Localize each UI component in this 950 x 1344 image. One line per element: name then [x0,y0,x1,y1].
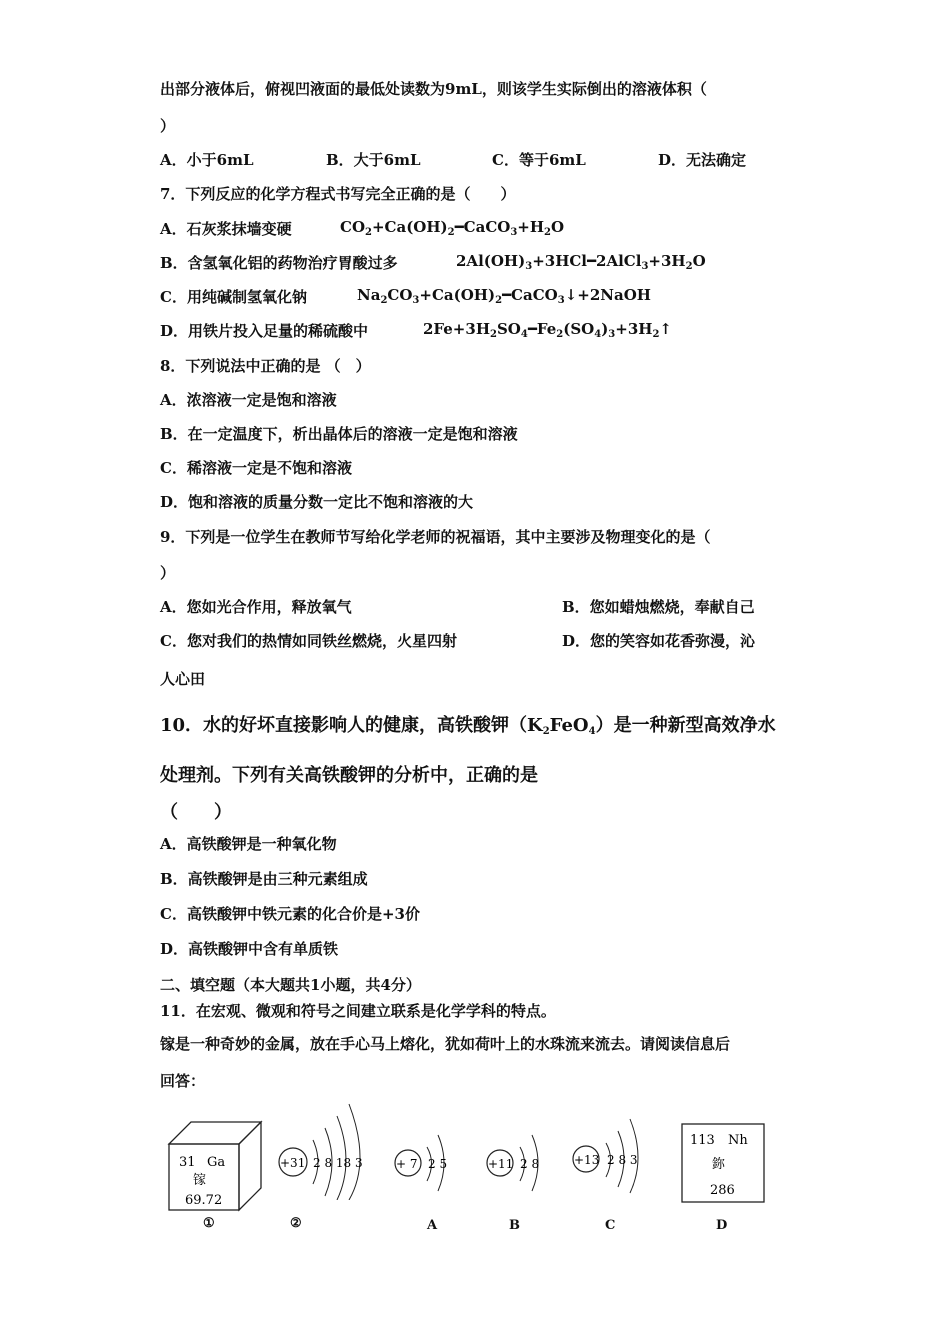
svg-text:2 8: 2 8 [520,1157,540,1171]
aluminum-atom-structure [570,1115,650,1195]
q8-stem: 8．下列说法中正确的是 （ ） [160,357,371,375]
q9-line2: ） [160,564,176,582]
svg-text:+31: +31 [280,1156,306,1170]
q7-option-c[interactable]: C．用纯碱制氢氧化钠 [160,288,307,306]
svg-text:2 8 3: 2 8 3 [607,1153,638,1167]
figure-label-b: B [509,1218,520,1233]
sodium-atom-structure [484,1125,549,1195]
nh-symbol: Nh [728,1133,748,1148]
q7-equation-c: $Na_2CO_3+Ca(OH)_2━CaCO_3↓+2NaOH$ [357,286,651,306]
nh-atomic-number: 113 [690,1133,715,1148]
figure-label-2: ② [290,1216,302,1231]
gallium-element-cube [165,1118,265,1214]
nh-name: 鉨 [712,1157,726,1172]
figure-label-a: A [427,1218,438,1233]
q7-equation-a: $CO_2+Ca(OH)_2━CaCO_3+H_2O$ [340,218,565,238]
q9-option-d-continued: 人心田 [160,670,206,688]
figure-label-1: ① [203,1216,215,1231]
svg-text:+13: +13 [574,1153,600,1167]
q11-stem: 11．在宏观、微观和符号之间建立联系是化学学科的特点。 [160,1002,556,1020]
ga-atomic-mass: 69.72 [185,1193,223,1208]
q7-equation-b: $2Al(OH)_3+3HCl━2AlCl_3+3H_2O$ [456,252,706,272]
q10-option-b[interactable]: B．高铁酸钾是由三种元素组成 [160,870,368,888]
ga-atomic-number: 31 [179,1155,196,1170]
ga-symbol: Ga [207,1155,226,1170]
q10-option-c[interactable]: C．高铁酸钾中铁元素的化合价是+3价 [160,905,420,923]
q9-line1: 9．下列是一位学生在教师节写给化学老师的祝福语，其中主要涉及物理变化的是（ [160,528,711,546]
q10-line3: （ ） [160,802,232,823]
q6-option-c[interactable]: C．等于6mL [492,151,586,169]
q9-option-d[interactable]: D．您的笑容如花香弥漫，沁 [562,632,756,650]
q6-line2: ） [160,117,176,135]
q8-option-d[interactable]: D．饱和溶液的质量分数一定比不饱和溶液的大 [160,493,474,511]
q8-option-a[interactable]: A．浓溶液一定是饱和溶液 [160,391,337,409]
q8-option-b[interactable]: B．在一定温度下，析出晶体后的溶液一定是饱和溶液 [160,425,518,443]
svg-text:+ 7: + 7 [396,1157,418,1171]
nihonium-element-cell [680,1122,766,1204]
q10-option-d[interactable]: D．高铁酸钾中含有单质铁 [160,940,339,958]
svg-text:2 5: 2 5 [428,1157,448,1171]
q9-option-a[interactable]: A．您如光合作用，释放氧气 [160,598,352,616]
q6-option-a[interactable]: A．小于6mL [160,151,254,169]
figure-label-c: C [605,1218,616,1233]
q10-line1: 10．水的好坏直接影响人的健康，高铁酸钾$(K_2FeO_4)$是一种新型高效净水 [160,715,776,737]
q6-option-d[interactable]: D．无法确定 [658,151,747,169]
q10-option-a[interactable]: A．高铁酸钾是一种氧化物 [160,835,337,853]
nh-atomic-mass: 286 [710,1183,735,1198]
q7-equation-d: $2Fe+3H_2SO_4━Fe_2(SO_4)_3+3H_2↑$ [423,320,672,340]
q10-line2: 处理剂。下列有关高铁酸钾的分析中，正确的是 [160,765,538,786]
gallium-atom-structure [275,1100,370,1200]
q7-stem: 7．下列反应的化学方程式书写完全正确的是（ ） [160,185,516,203]
q7-option-b[interactable]: B．含氢氧化铝的药物治疗胃酸过多 [160,254,398,272]
nitrogen-atom-structure [392,1125,454,1195]
q11-line3: 回答： [160,1072,206,1090]
q6-option-b[interactable]: B．大于6mL [326,151,421,169]
q6-line1: 出部分液体后，俯视凹液面的最低处读数为9mL，则该学生实际倒出的溶液体积（ [160,80,707,98]
q9-option-c[interactable]: C．您对我们的热情如同铁丝燃烧，火星四射 [160,632,457,650]
svg-text:+11: +11 [488,1157,514,1171]
q11-line2: 镓是一种奇妙的金属，放在手心马上熔化，犹如荷叶上的水珠流来流去。请阅读信息后 [160,1035,731,1053]
section-heading: 二、填空题（本大题共1小题，共4分） [160,976,421,994]
q7-option-d[interactable]: D．用铁片投入足量的稀硫酸中 [160,322,369,340]
ga-name: 镓 [193,1173,207,1188]
figure-label-d: D [716,1218,728,1233]
q9-option-b[interactable]: B．您如蜡烛燃烧，奉献自己 [562,598,755,616]
q8-option-c[interactable]: C．稀溶液一定是不饱和溶液 [160,459,352,477]
q7-option-a[interactable]: A．石灰浆抹墙变硬 [160,220,292,238]
svg-text:2 8 18 3: 2 8 18 3 [313,1156,363,1170]
